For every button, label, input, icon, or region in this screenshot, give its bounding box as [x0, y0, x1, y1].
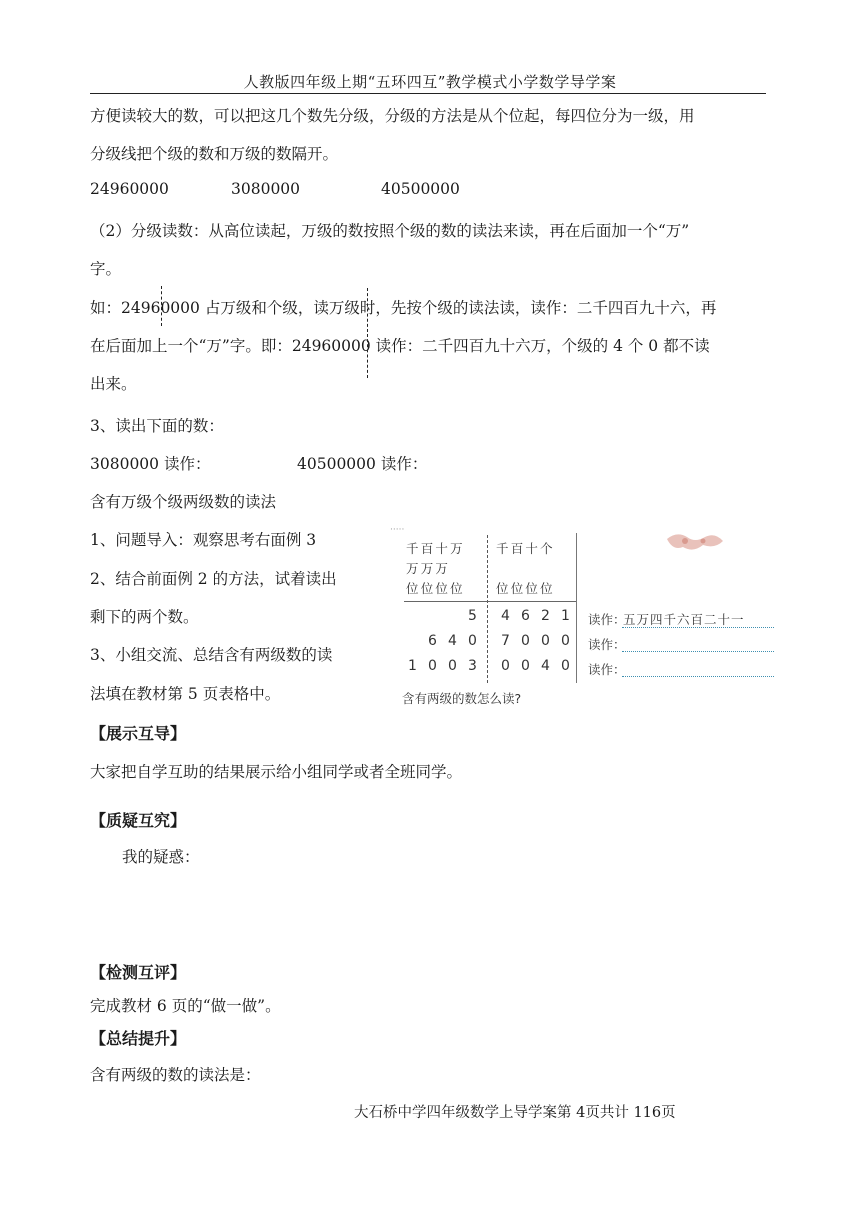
decoration-illustration	[665, 529, 725, 555]
task-item: 3080000 读作：	[90, 455, 211, 473]
table-right-border	[576, 533, 577, 683]
digit: 0	[521, 658, 530, 674]
task-item: 40500000 读作：	[297, 455, 428, 473]
task-title: 3、读出下面的数：	[90, 417, 224, 435]
header-rule	[404, 601, 576, 602]
digit: 2	[541, 608, 550, 624]
digit: 0	[448, 658, 457, 674]
digit: 0	[428, 658, 437, 674]
level-divider-line	[161, 286, 162, 326]
question-line: 1、问题导入：观察思考右面例 3	[90, 531, 317, 549]
digit: 0	[468, 633, 477, 649]
answer-line	[622, 651, 774, 652]
example-number: 24960000	[90, 180, 169, 198]
digit: 0	[541, 633, 550, 649]
question-line: 剩下的两个数。	[90, 608, 199, 626]
paragraph-line: 分级线把个级的数和万级的数隔开。	[90, 145, 339, 163]
paragraph-line: 方便读较大的数，可以把这几个数先分级，分级的方法是从个位起，每四位分为一级，用	[90, 107, 695, 125]
digit: 0	[501, 658, 510, 674]
figure-question: 含有两级的数怎么读?	[402, 691, 522, 706]
section-subtitle: 含有万级个级两级数的读法	[90, 493, 277, 511]
section-text: 完成教材 6 页的“做一做”。	[90, 997, 281, 1015]
paragraph-line: 字。	[90, 260, 122, 278]
example-number: 40500000	[381, 180, 460, 198]
paragraph-line: （2）分级读数：从高位读起，万级的数按照个级的数的读法来读，再在后面加一个“万”	[90, 222, 690, 240]
section-heading-summary: 【总结提升】	[90, 1029, 187, 1048]
digit: 5	[468, 608, 477, 624]
question-line: 2、结合前面例 2 的方法，试着读出	[90, 570, 337, 588]
section-heading-show: 【展示互导】	[90, 724, 187, 743]
digit: 7	[501, 633, 510, 649]
digit: 0	[521, 633, 530, 649]
page-header-title: 人教版四年级上期“五环四互”教学模式小学数学导学案	[243, 73, 617, 91]
paragraph-line: 出来。	[90, 375, 137, 393]
answer-line	[622, 676, 774, 677]
header-wan-mid: 万万万	[406, 561, 451, 576]
header-wan-bottom: 位位位位	[406, 581, 465, 596]
digit: 4	[448, 633, 457, 649]
paragraph-line: 如：24960000 占万级和个级，读万级时，先按个级的读法读，读作：二千四百九十六，再	[90, 299, 717, 317]
header-divider	[90, 93, 766, 94]
read-as-answer: 五万四千六百二十一	[623, 612, 745, 627]
digit: 0	[561, 658, 570, 674]
header-wan-top: 千百十万	[406, 541, 465, 556]
section-heading-test: 【检测互评】	[90, 963, 187, 982]
answer-line	[622, 627, 774, 628]
level-divider-line	[367, 288, 368, 378]
example-number: 3080000	[231, 180, 301, 198]
section-text: 我的疑惑：	[122, 848, 200, 866]
digit: 1	[408, 658, 417, 674]
digit: 6	[428, 633, 437, 649]
paragraph-line: 在后面加上一个“万”字。即：24960000 读作：二千四百九十六万，个级的 4 个 0 都不读	[90, 337, 710, 355]
question-line: 法填在教材第 5 页表格中。	[90, 685, 281, 703]
read-as-label: 读作：	[588, 612, 626, 627]
read-as-label: 读作：	[588, 662, 626, 677]
header-ge-top: 千百十个	[496, 541, 555, 556]
section-text: 大家把自学互助的结果展示给小组同学或者全班同学。	[90, 763, 463, 781]
section-heading-doubt: 【质疑互究】	[90, 811, 187, 830]
question-line: 3、小组交流、总结含有两级数的读	[90, 646, 333, 664]
digit: 6	[521, 608, 530, 624]
level-divider	[487, 535, 488, 683]
page-footer: 大石桥中学四年级数学上导学案第 4页共计 116页	[354, 1105, 676, 1121]
digit: 0	[561, 633, 570, 649]
digit: 1	[561, 608, 570, 624]
figure-corner-mark: ·····	[390, 525, 405, 535]
section-text: 含有两级的数的读法是：	[90, 1066, 261, 1084]
digit: 4	[501, 608, 510, 624]
header-ge-bottom: 位位位位	[496, 581, 555, 596]
digit: 4	[541, 658, 550, 674]
place-value-figure	[390, 525, 782, 710]
digit: 3	[468, 658, 477, 674]
read-as-label: 读作：	[588, 637, 626, 652]
